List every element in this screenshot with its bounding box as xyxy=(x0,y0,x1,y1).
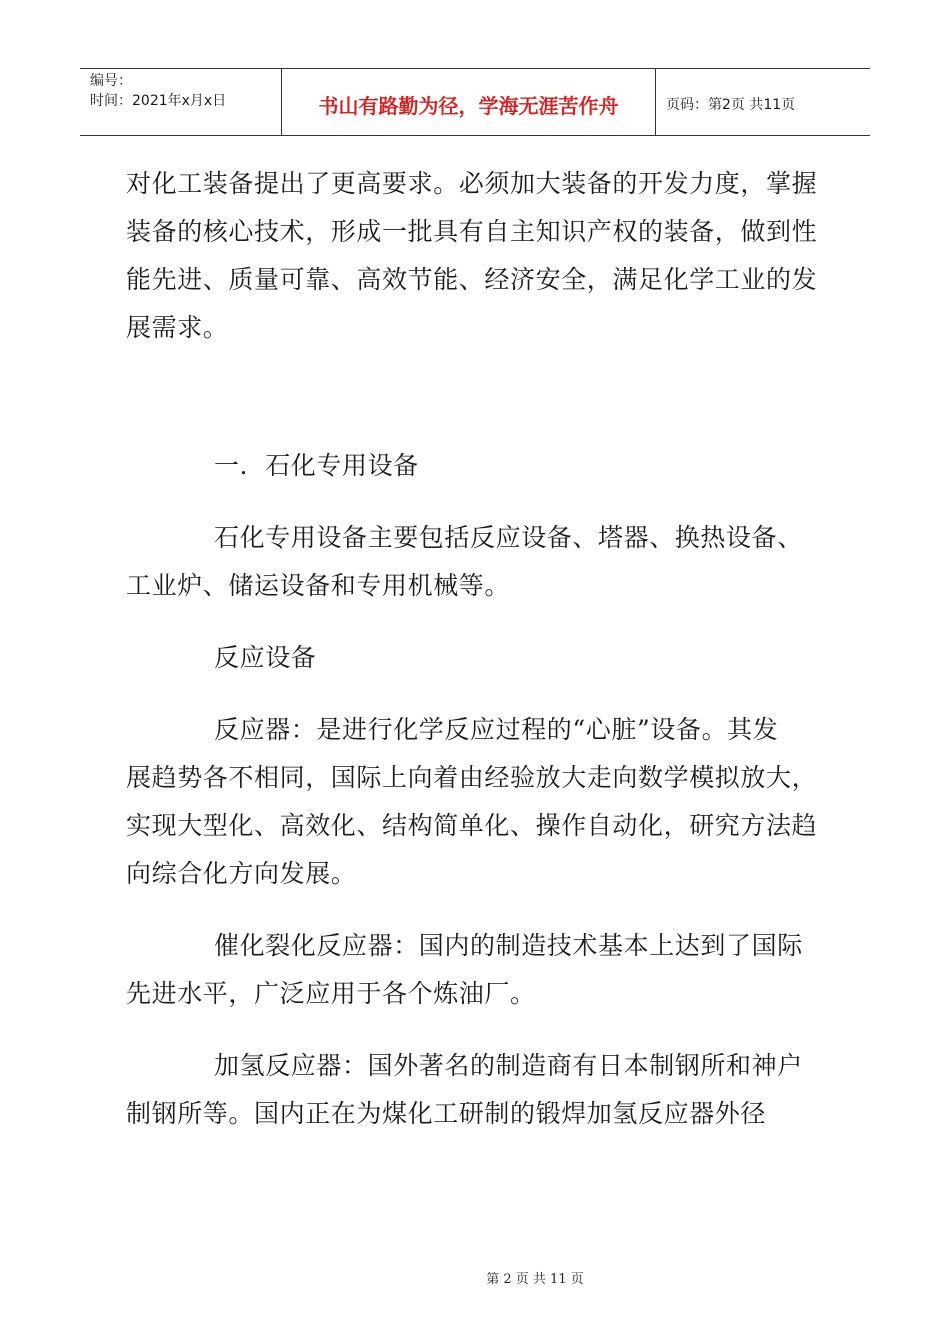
document-body xyxy=(126,160,826,1138)
paragraph-line: 能先进、质量可靠、高效节能、经济安全，满足化学工业的发 xyxy=(126,265,818,294)
date-label: 时间：2021年x月x日 xyxy=(90,93,227,109)
paragraph-line: 催化裂化反应器：国内的制造技术基本上达到了国际 xyxy=(214,931,803,960)
header-meta xyxy=(80,69,282,135)
paragraph-line: 向综合化方向发展。 xyxy=(126,859,357,888)
paragraph-line: 对化工装备提出了更高要求。必须加大装备的开发力度，掌握 xyxy=(126,169,818,198)
header-page-info: 页码：第2页 共11页 xyxy=(666,97,796,113)
section-heading: 一．石化专用设备 xyxy=(214,451,419,480)
page-footer: 第 2 页 共 11 页 xyxy=(486,1272,584,1287)
subsection-heading: 反应设备 xyxy=(214,643,317,672)
header-motto: 书山有路勤为径，学海无涯苦作舟 xyxy=(282,69,656,135)
paragraph-line: 制钢所等。国内正在为煤化工研制的锻焊加氢反应器外径 xyxy=(126,1099,767,1128)
paragraph-line: 实现大型化、高效化、结构简单化、操作自动化，研究方法趋 xyxy=(126,811,818,840)
paragraph-line: 展趋势各不相同，国际上向着由经验放大走向数学模拟放大， xyxy=(126,763,818,792)
paragraph-line: 加氢反应器：国外著名的制造商有日本制钢所和神户 xyxy=(214,1051,803,1080)
paragraph-line: 展需求。 xyxy=(126,313,229,342)
page-header xyxy=(80,68,870,136)
paragraph-line: 先进水平，广泛应用于各个炼油厂。 xyxy=(126,979,536,1008)
paragraph-line: 工业炉、储运设备和专用机械等。 xyxy=(126,571,511,600)
paragraph-line: 反应器：是进行化学反应过程的“心脏”设备。其发 xyxy=(214,715,779,744)
serial-number-label: 编号： xyxy=(90,73,132,89)
paragraph-line: 装备的核心技术，形成一批具有自主知识产权的装备，做到性 xyxy=(126,217,818,246)
paragraph-line: 石化专用设备主要包括反应设备、塔器、换热设备、 xyxy=(214,523,803,552)
